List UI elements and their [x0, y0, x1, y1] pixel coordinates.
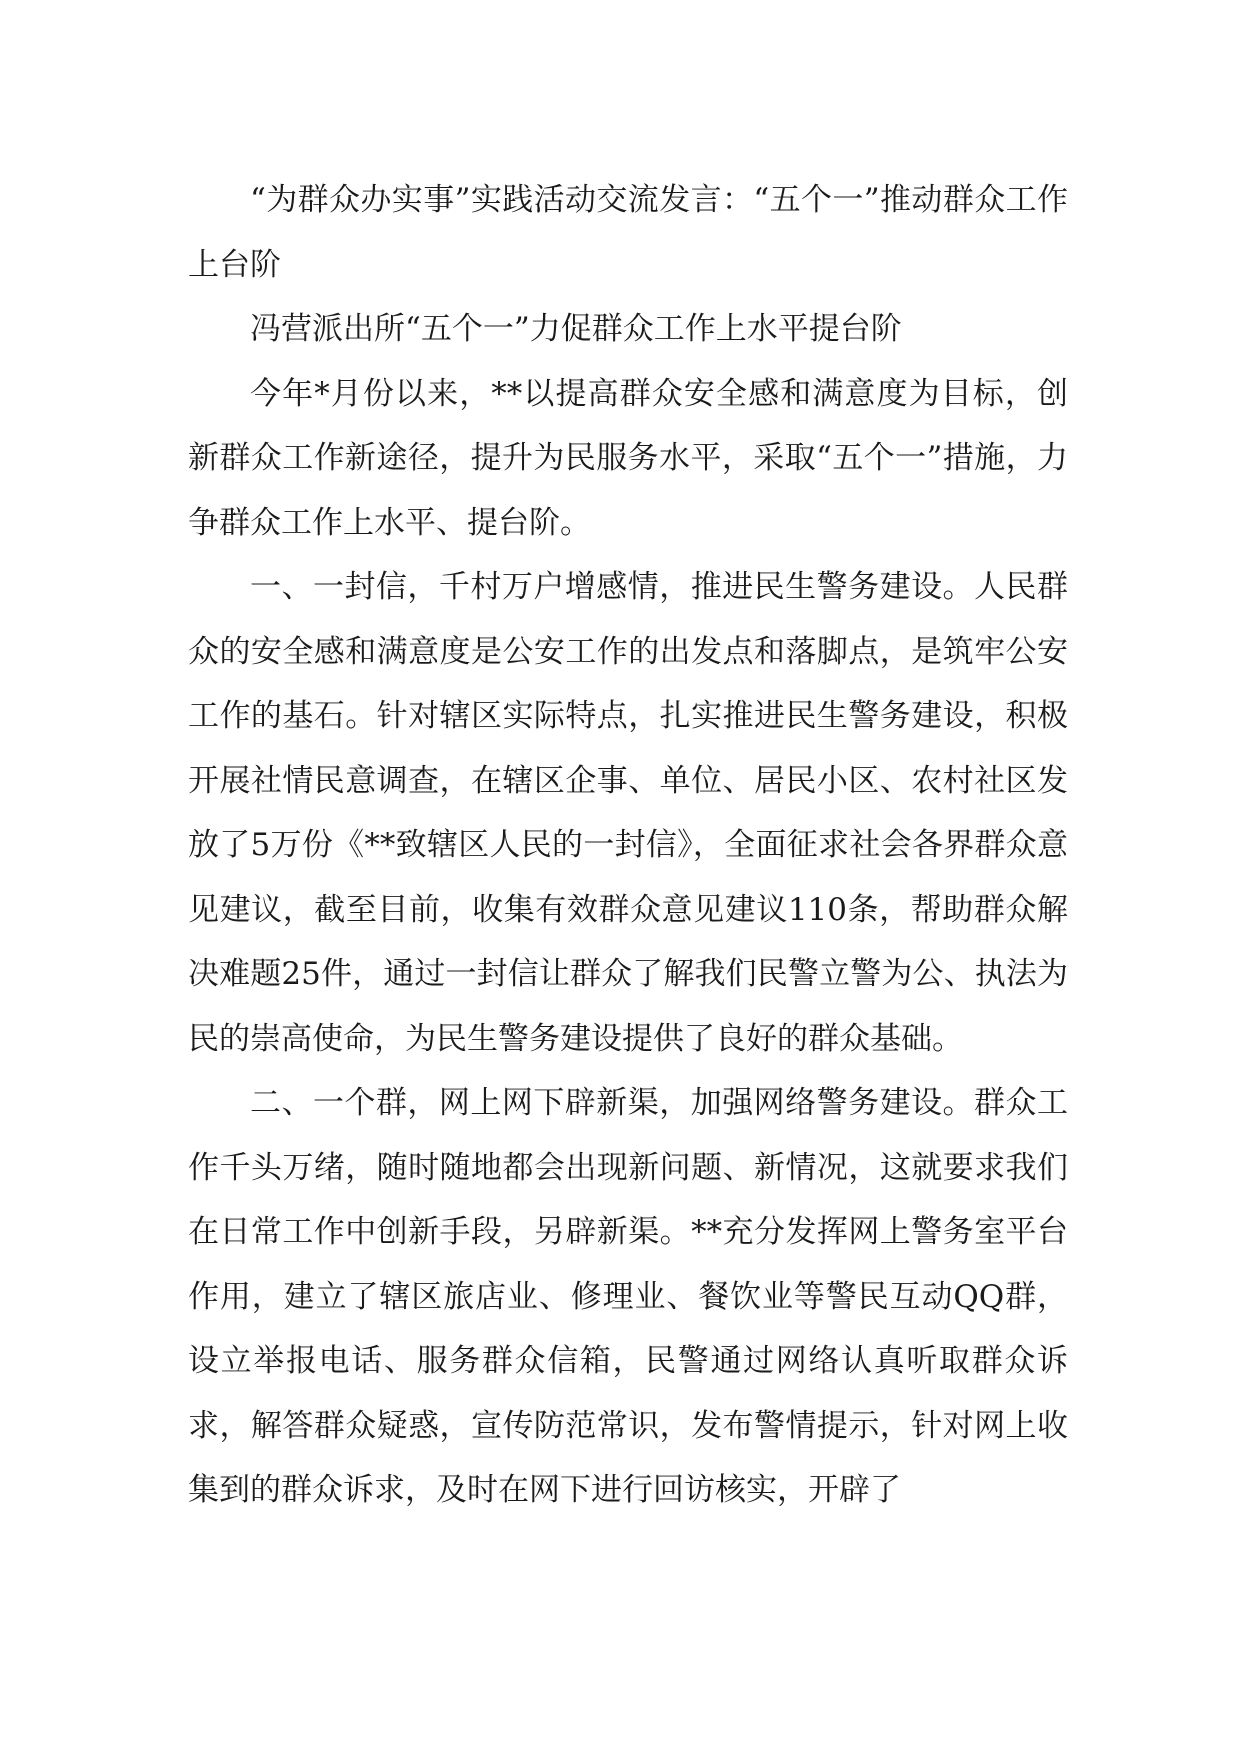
paragraph-section-1: 一、一封信，千村万户增感情，推进民生警务建设。人民群众的安全感和满意度是公安工作的出发点和落脚点，是筑牢公安工作的基石。针对辖区实际特点，扎实推进民生警务建设，积极开展社情民意调查，在辖区企事、单位、居民小区、农村社区发放了5万份《**致辖区人民的一封信》，全面征求社会各界群众意见建议，截至目前，收集有效群众意见建议110条，帮助群众解决难题25件，通过一封信让群众了解我们民警立警为公、执法为民的崇高使命，为民生警务建设提供了良好的群众基础。: [188, 569, 1068, 1057]
paragraph-intro: 今年*月份以来，**以提高群众安全感和满意度为目标，创新群众工作新途径，提升为民服务水平，采取“五个一”措施，力争群众工作上水平、提台阶。: [188, 375, 1068, 541]
document-title: “为群众办实事”实践活动交流发言：“五个一”推动群众工作上台阶: [188, 182, 1068, 283]
document-subtitle: 冯营派出所“五个一”力促群众工作上水平提台阶: [250, 311, 902, 347]
document-body: [188, 168, 1068, 1523]
paragraph-section-2: 二、一个群，网上网下辟新渠，加强网络警务建设。群众工作千头万绪，随时随地都会出现新问题、新情况，这就要求我们在日常工作中创新手段，另辟新渠。**充分发挥网上警务室平台作用，建立了辖区旅店业、修理业、餐饮业等警民互动QQ群，设立举报电话、服务群众信箱，民警通过网络认真听取群众诉求，解答群众疑惑，宣传防范常识，发布警情提示，针对网上收集到的群众诉求，及时在网下进行回访核实，开辟了: [188, 1085, 1068, 1508]
